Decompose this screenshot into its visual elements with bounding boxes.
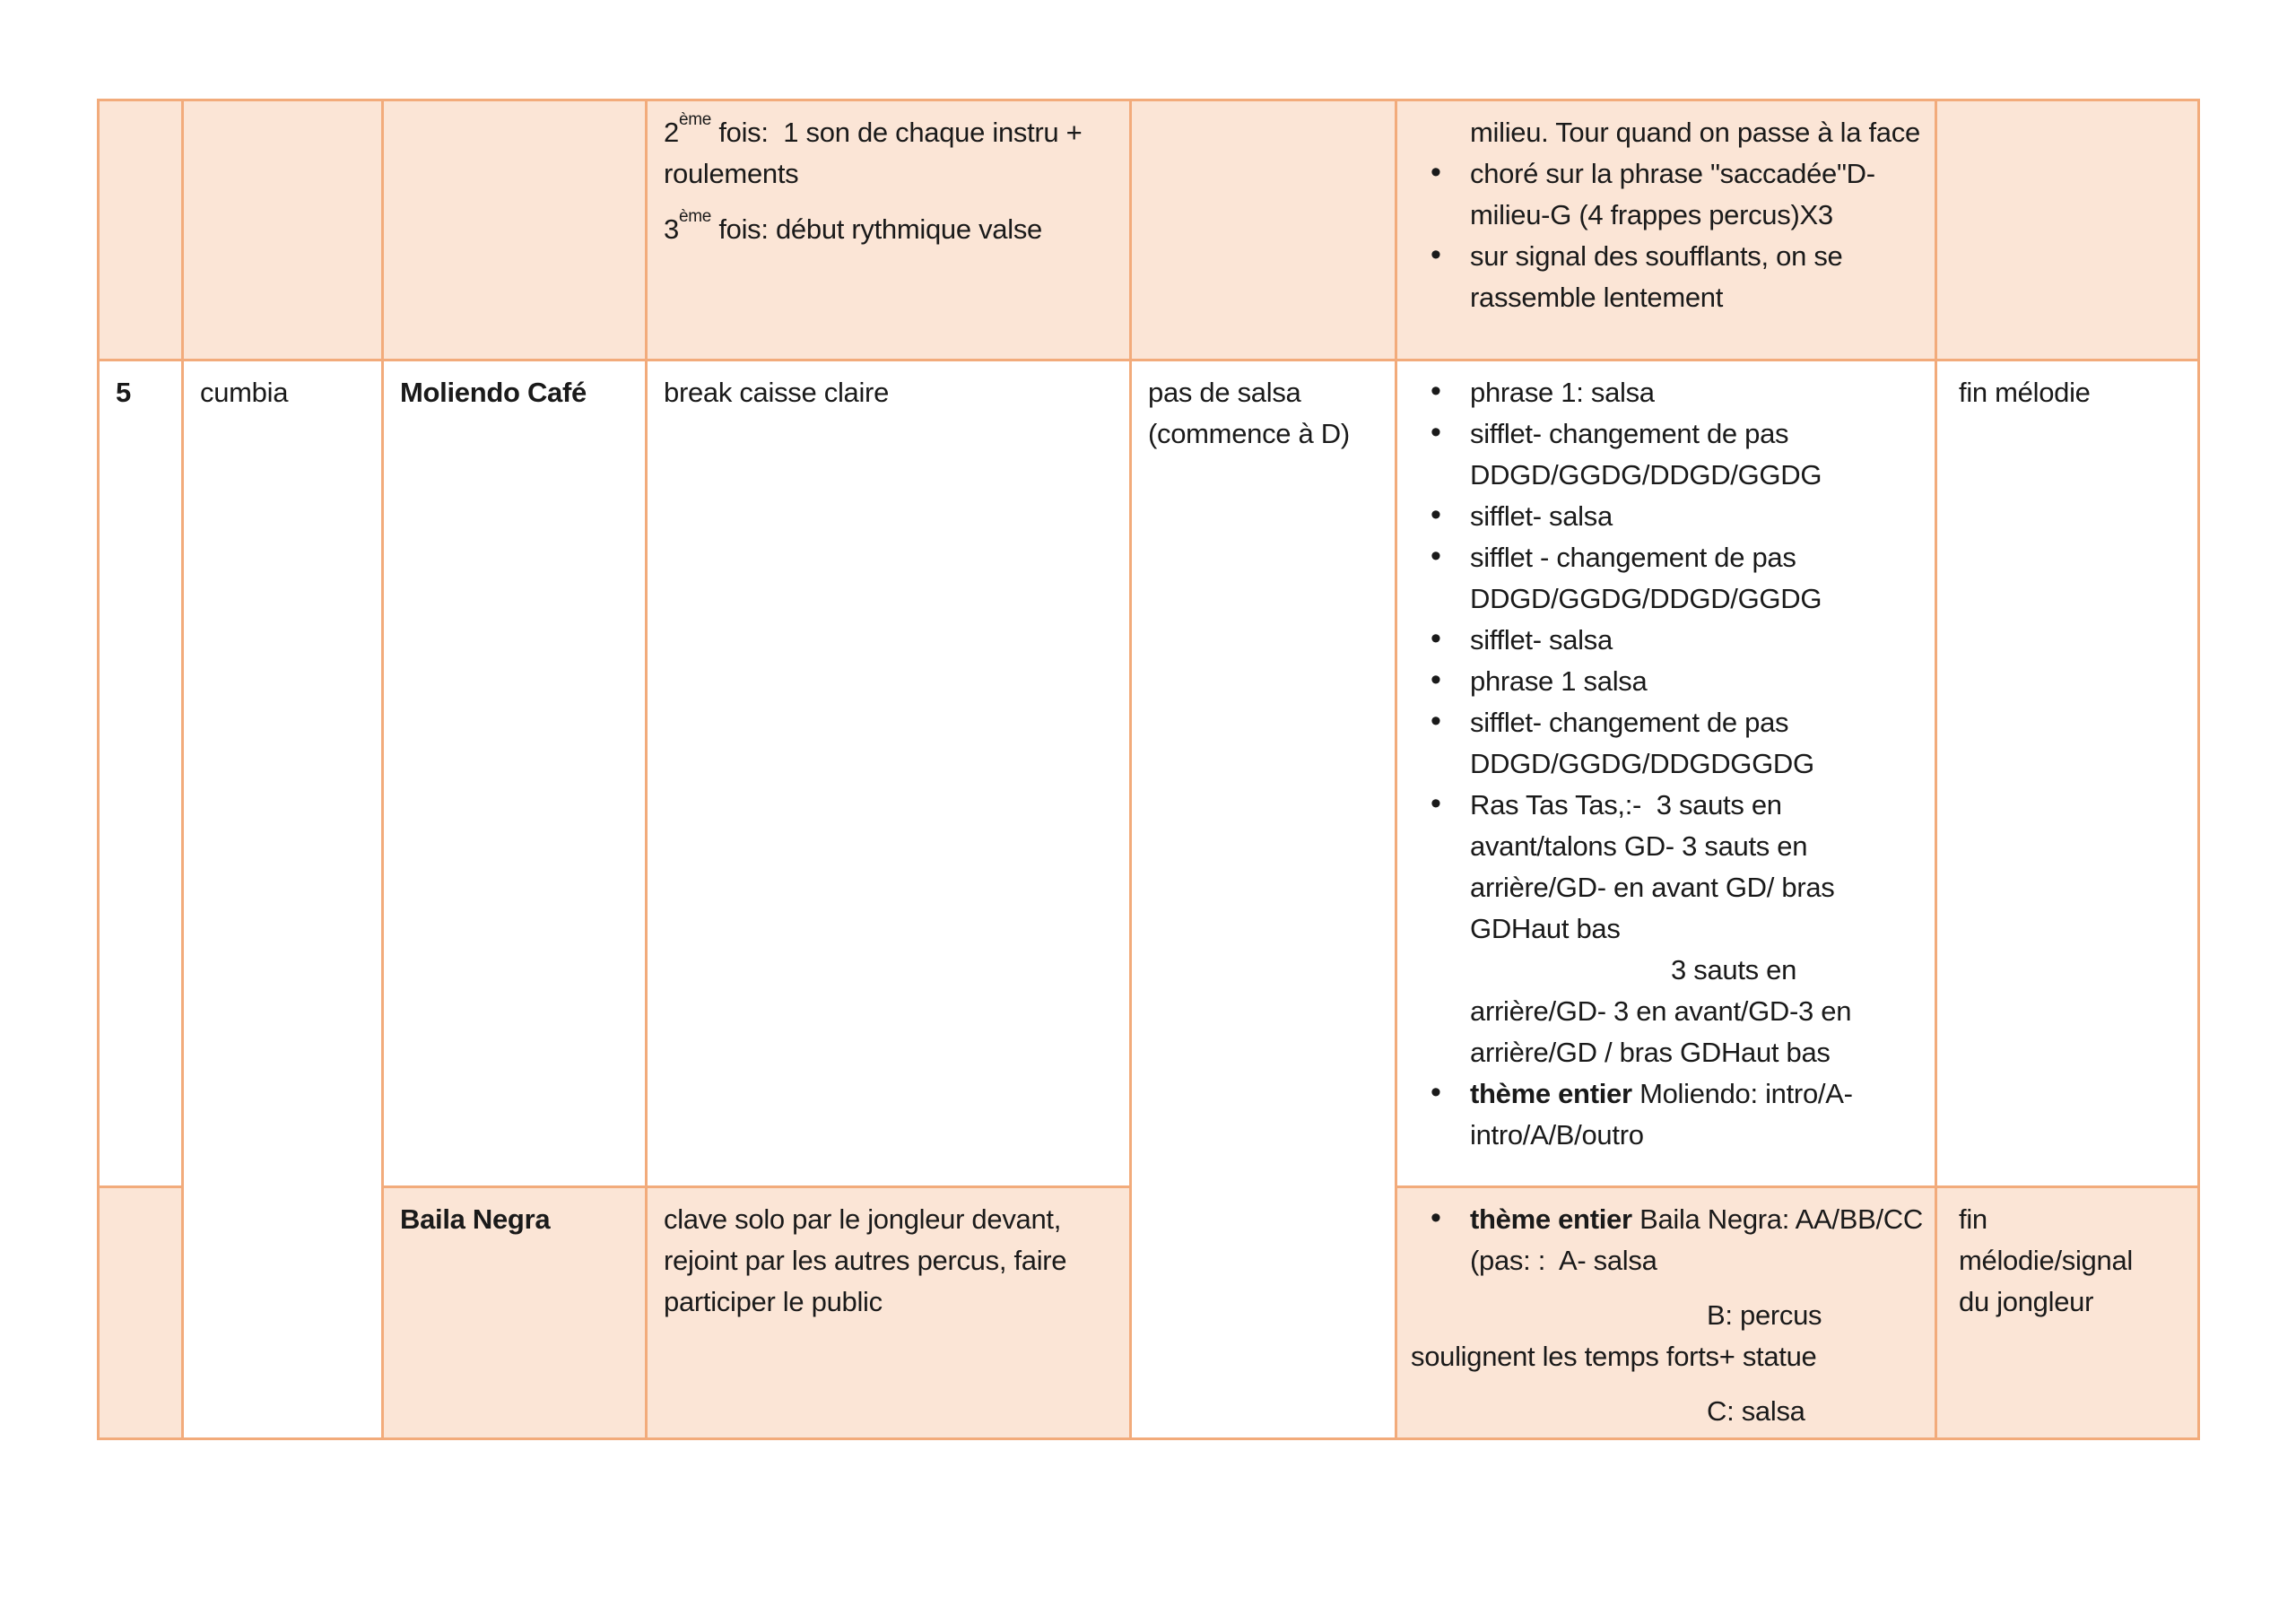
table-row-continuation [99, 100, 2199, 360]
bullet-item [1411, 785, 1926, 950]
ordinal-number: 2 [664, 117, 679, 148]
bullet-icon: • [1431, 498, 1441, 532]
bullet-text: sifflet- salsa [1470, 500, 1613, 532]
bullet-item [1411, 702, 1926, 785]
cell-ending-sub [1936, 1187, 2199, 1439]
planning-table [97, 99, 2200, 1440]
bullet-text: Ras Tas Tas,:- 3 sauts en avant/talons GD- 3 sauts en arrière/GD- en avant GD/ bras GDHaut bas [1470, 789, 1835, 944]
cell-ending [1936, 360, 2199, 1187]
bullet-icon: • [1431, 155, 1441, 189]
bullet-text: sifflet - changement de pas DDGD/GGDG/DDGD/GGDG [1470, 542, 1822, 614]
tabpara-line: C: salsa [1707, 1395, 1805, 1427]
cell-notes-sub: clave solo par le jongleur devant, rejoint par les autres percus, faire participer le public [647, 1187, 1131, 1439]
cell-steps: pas de salsa (commence à D) [1131, 360, 1396, 1439]
cell-steps-cont [1131, 100, 1396, 360]
bullet-item [1411, 661, 1926, 702]
bullet-icon: • [1431, 1201, 1441, 1235]
ordinal-suffix: ème [678, 206, 712, 226]
bullet-text: phrase 1: salsa [1470, 377, 1655, 408]
cont-line: milieu. Tour quand on passe à la face [1470, 117, 1920, 148]
bullet-text: sifflet- changement de pas DDGD/GGDG/DDGDGGDG [1470, 707, 1814, 779]
cell-choreography [1396, 360, 1936, 1187]
bullet-icon: • [1431, 539, 1441, 573]
bullet-item [1411, 537, 1926, 620]
cell-number: 5 [99, 360, 183, 1187]
bullet-icon: • [1431, 621, 1441, 656]
bullet-text: sifflet- changement de pas DDGD/GGDG/DDGD/GGDG [1470, 418, 1822, 491]
bullet-item [1411, 620, 1926, 661]
cell-title-cont [383, 100, 647, 360]
bullet-item [1411, 372, 1926, 413]
bullet-icon: • [1431, 238, 1441, 272]
ordinal-suffix: ème [678, 109, 712, 129]
cont-line: arrière/GD- 3 en avant/GD-3 en arrière/GD / bras GDHaut bas [1470, 995, 1852, 1068]
paragraph [664, 206, 1120, 250]
cell-number-cont [99, 100, 183, 360]
tab-line: 3 sauts en [1671, 954, 1797, 986]
tabpara-line: B: percus soulignent les temps forts+ statue [1411, 1299, 1822, 1372]
bullet-text: sur signal des soufflants, on se rassemble lentement [1470, 240, 1843, 313]
bullet-item [1411, 1199, 1926, 1281]
bullet-icon: • [1431, 415, 1441, 449]
cell-title: Moliendo Café [383, 360, 647, 1187]
cell-ending-cont [1936, 100, 2199, 360]
bullet-icon: • [1431, 704, 1441, 738]
cell-number-sub [99, 1187, 183, 1439]
table-row-5 [99, 360, 2199, 1187]
bullet-item [1411, 236, 1926, 318]
cell-choreography-sub [1396, 1187, 1936, 1439]
bullet-icon: • [1431, 1075, 1441, 1109]
bullet-icon: • [1431, 663, 1441, 697]
cell-genre: cumbia [183, 360, 383, 1439]
bullet-icon: • [1431, 374, 1441, 408]
cell-notes: break caisse claire [647, 360, 1131, 1187]
paragraph-text: fois: début rythmique valse [711, 213, 1042, 245]
bullet-text: sifflet- salsa [1470, 624, 1613, 656]
text-line: mélodie/signal [1959, 1245, 2133, 1276]
bullet-text: thème entier Baila Negra: AA/BB/CC (pas: : A- salsa [1470, 1203, 1923, 1276]
bullet-item [1411, 496, 1926, 537]
cell-genre-cont [183, 100, 383, 360]
bullet-text: phrase 1 salsa [1470, 665, 1648, 697]
bullet-text: thème entier Moliendo: intro/A-intro/A/B/outro [1470, 1078, 1853, 1151]
text-line: du jongleur [1959, 1286, 2094, 1317]
cell-choreography-cont [1396, 100, 1936, 360]
cell-title-sub: Baila Negra [383, 1187, 647, 1439]
bullet-item [1411, 1073, 1926, 1156]
paragraph-text: fois: 1 son de chaque instru + roulements [664, 117, 1083, 189]
bullet-item [1411, 153, 1926, 236]
bullet-text: choré sur la phrase "saccadée"D-milieu-G (4 frappes percus)X3 [1470, 158, 1875, 230]
cell-notes-cont [647, 100, 1131, 360]
text-line: fin [1959, 1203, 1987, 1235]
bullet-item [1411, 413, 1926, 496]
bullet-icon: • [1431, 786, 1441, 821]
ordinal-number: 3 [664, 213, 679, 245]
paragraph [664, 109, 1120, 195]
text-line: fin mélodie [1959, 377, 2091, 408]
document-page [97, 99, 2200, 1440]
